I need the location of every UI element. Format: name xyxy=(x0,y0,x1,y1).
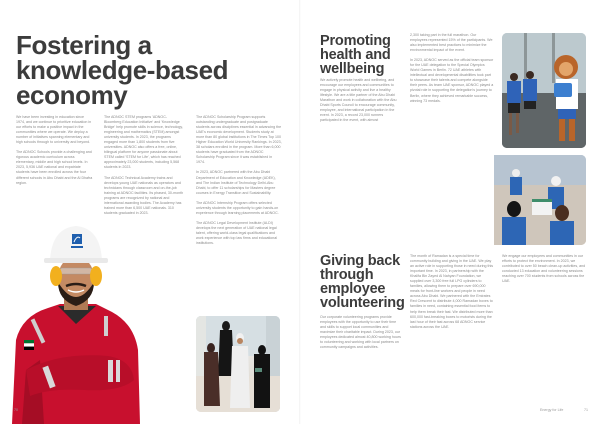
section-title-volunteering xyxy=(320,254,405,310)
volunteer-text-column-2 xyxy=(410,254,494,335)
page-title xyxy=(16,30,229,110)
paragraph: We have been investing in education since 1974, and we continue to prioritize education in our efforts to make a positive impact in the communities where we operate. We deploy a number of initiatives spanning elementary and high schools through to university and beyond. xyxy=(16,115,92,145)
ear-muff xyxy=(50,266,62,286)
title-line: health and xyxy=(320,47,391,63)
title-line: knowledge-based xyxy=(16,55,229,85)
paragraph: In 2023, ADNOC partnered with the Abu Dhabi Department of Education and Knowledge (ADEK), and The Indian Institute of Technology Delhi-Abu Dhabi, to offer 11 scholarships for Masters degree courses in Energy Transition and Sustainability. xyxy=(196,170,276,195)
staff-group-photo xyxy=(196,316,280,412)
uae-flag-icon xyxy=(20,340,34,350)
title-line: economy xyxy=(16,80,128,110)
ear-muff xyxy=(90,266,102,286)
title-line: employee xyxy=(320,281,386,297)
paragraph: We actively promote health and wellbeing, and encourage our employees and communities to engage in physical activity and live a healthy lifestyle. We are a title partner of the Abu Dhabi Marathon and work in collaboration with the Abu Dhabi Sports Council to encourage community, employee, and international participation in the event. In 2023, a record 23,000 runners participated in the event, with almost xyxy=(320,78,397,123)
paragraph: The ADNOC Legal Development Institute (ALDI) develops the next generation of UAE national legal talent, offering world-class legal qualifications and work experience with top law firms and educational institutions. xyxy=(196,220,278,246)
person-figure xyxy=(254,345,270,408)
volunteers-photo xyxy=(494,155,586,245)
paragraph: The ADNOC Internship Program offers selected university students the opportunity to gain hands-on experience through learning placements at ADNOC. xyxy=(196,200,279,215)
title-line: Fostering a xyxy=(16,30,152,60)
text-column-1 xyxy=(16,115,94,191)
worker-photo xyxy=(0,220,150,424)
health-text-column-1 xyxy=(320,78,400,128)
text-column-2 xyxy=(104,115,184,221)
footer-brand: Energy for Life xyxy=(540,408,564,412)
page-gutter xyxy=(299,0,301,424)
page-number-left: 70 xyxy=(14,408,18,412)
paragraph: The ADNOC Schools provide a challenging and rigorous academic curriculum across elementary, middle and high school levels. In 2023, 5,936 UAE national and expatriate students have been enrolled across the four different schools in Abu Dhabi and the Al Dhafra region. xyxy=(16,150,93,185)
volunteer-text-column-3 xyxy=(502,254,588,289)
section-title-health xyxy=(320,34,391,76)
paragraph: We engage our employees and communities in our efforts to protect the environment. In 2023, we contributed to over 50 beach clean-up activities, and conducted 13 education and volunteering sessions reaching over 700 students from schools across the UAE. xyxy=(502,254,586,284)
paragraph: The ADNOC STEM programs 'ADNOC-Bloomberg Education Initiative' and 'Knowledge Bridge' help promote skills in science, technology, engineering and mathematics (STEM) amongst university students. In 2023, the programs engaged more than 1,800 students from five universities. ADNOC also offers a free, online, bilingual platform for anyone passionate about STEM called 'STEM for Life', which has reached approximately 23,000 students, including 5,568 students in 2023. xyxy=(104,115,183,170)
volunteer-text-column-1 xyxy=(320,315,402,355)
person-figure xyxy=(204,343,220,406)
paragraph: Our corporate volunteering programs provide employees with the opportunity to use their time and skills to support local communities and maximize their charitable impact. During 2023, our employees dedicated almost 40,800 working hours to volunteering and working with local partners on community campaigns and activities. xyxy=(320,315,401,350)
page-number-right: 71 xyxy=(584,408,588,412)
health-text-column-2 xyxy=(410,33,494,109)
title-line: Promoting xyxy=(320,33,391,49)
paragraph: 2,300 taking part in the full marathon. Our employees represented 15% of the participants. We also implemented best practices to minimize the environmental impact of the event. xyxy=(410,33,493,53)
paragraph: The ADNOC Scholarship Program supports outstanding undergraduate and postgraduate students across disciplines essential in advancing the UAE's economic development. Students study at more than 80 global institutions in The Times Top 100 Higher Education World University Rankings. In 2023, 38 scholars enrolled in the program. More than 6,000 students have graduated from the ADNOC Scholarship Program since it was established in 1974. xyxy=(196,115,282,165)
text-column-3 xyxy=(196,115,282,251)
food-box xyxy=(532,199,552,215)
paragraph: The ADNOC Technical Academy trains and develops young UAE nationals as operators and technicians through classroom and on-the-job training at ADNOC facilities. Its phased, 30-month programs are recognized by national and international awarding bodies. The Academy has trained more than 6,500 UAE nationals. 310 students graduated in 2023. xyxy=(104,175,184,215)
paragraph: In 2023, ADNOC served as the official team sponsor for the UAE delegation to the Special Olympics World Games in Berlin. 72 UAE athletes with intellectual and developmental disabilities took part to showcase their talents and compete alongside their peers. As team UAE sponsor, ADNOC played a pivotal role in supporting the delegation's journey to Berlin, where they achieved remarkable success, winning 73 medals. xyxy=(410,58,494,103)
title-line: Giving back xyxy=(320,253,400,269)
title-line: volunteering xyxy=(320,295,405,311)
marathon-photo xyxy=(502,33,586,148)
paragraph: The month of Ramadan is a special time for community building and giving in the UAE. We play an active role in supporting those in need during this important time. In 2023, in partnership with the Khalifa Bin Zayed Al Nahyan Foundation, we supplied over 3,300 free full LPG cylinders to families, allowing them to prepare over 690,000 meals for front-line workers and people in need across Abu Dhabi. We partnered with the Emirates Red Crescent to distribute 4,000 Ramadan boxes to families in need, containing essential food items to help them break their fast. We distributed more than 600,000 fast-breaking boxes to motorists during the last hour of their fast across 68 ADNOC service stations across the UAE. xyxy=(410,254,494,329)
title-line: wellbeing xyxy=(320,61,385,77)
title-line: through xyxy=(320,267,374,283)
